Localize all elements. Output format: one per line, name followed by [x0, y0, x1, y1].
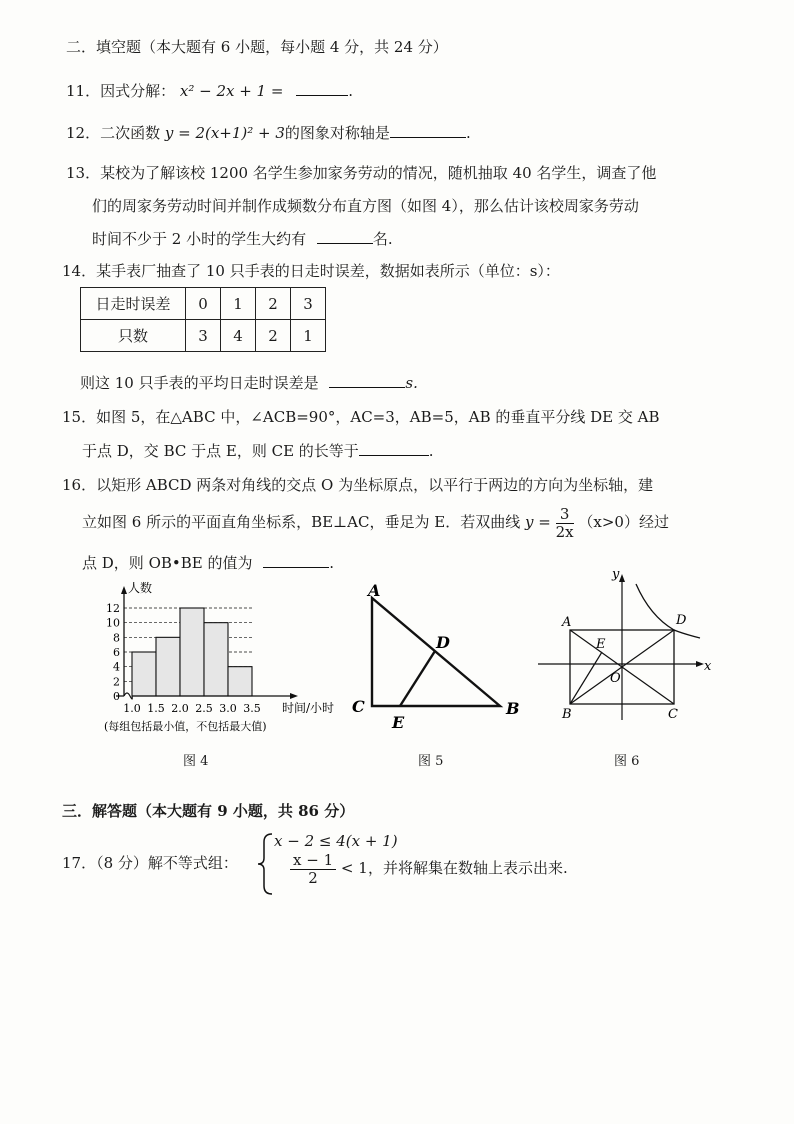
- segment-be: [570, 652, 602, 704]
- question-17-end: ，并将解集在数轴上表示出来.: [368, 859, 568, 877]
- svg-text:B: B: [562, 707, 572, 722]
- svg-text:E: E: [392, 713, 405, 732]
- figure-6-rectangle-axes: [532, 566, 722, 726]
- q11-expr: x² − 2x + 1 =: [179, 82, 284, 100]
- x-tick-label: 1.5: [147, 702, 165, 715]
- svg-text:C: C: [668, 707, 678, 722]
- section-title: 二．填空题（本大题有 6 小题，每小题 4 分，共 24 分）: [66, 38, 448, 56]
- q14-table: 日走时误差 0 1 2 3 只数 3 4 2 1: [80, 287, 326, 352]
- svg-text:B: B: [506, 699, 520, 718]
- q11-answer-blank[interactable]: [296, 81, 348, 96]
- question-14-line2: 则这 10 只手表的平均日走时误差是 s.: [80, 374, 418, 392]
- histogram-bar: [228, 667, 252, 696]
- q14-answer-blank[interactable]: [329, 373, 405, 388]
- svg-text:C: C: [352, 697, 365, 716]
- section-3-title: 三．解答题（本大题有 9 小题，共 86 分）: [62, 802, 355, 820]
- histogram-y-ticks: [106, 602, 120, 703]
- y-tick-label: 8: [113, 631, 120, 645]
- histogram-xlabel: 时间/小时: [282, 701, 335, 715]
- histogram-bar: [180, 608, 204, 696]
- svg-text:D: D: [436, 633, 450, 652]
- y-tick-label: 4: [113, 660, 120, 674]
- svg-text:O: O: [610, 671, 621, 686]
- question-13-line3: 时间不少于 2 小时的学生大约有 名.: [92, 230, 393, 248]
- svg-text:A: A: [562, 615, 572, 630]
- histogram-note: (每组包括最小值，不包括最大值): [104, 720, 267, 733]
- figure-5-caption: 图 5: [418, 754, 444, 769]
- q13-answer-blank[interactable]: [317, 229, 373, 244]
- triangle-abc: [372, 598, 500, 706]
- inequality-2: $\frac{x - 1}{2}$ < 1: [290, 852, 368, 886]
- y-tick-label: 10: [106, 616, 120, 630]
- x-tick-label: 2.0: [171, 702, 189, 715]
- system-brace: [256, 832, 276, 896]
- svg-text:A: A: [368, 581, 381, 600]
- figure-5-triangle: [344, 578, 534, 736]
- figure-6-caption: 图 6: [614, 754, 640, 769]
- x-tick-label: 3.0: [219, 702, 237, 715]
- y-tick-label: 12: [106, 602, 120, 615]
- y-tick-label: 2: [113, 675, 120, 689]
- figure-4-histogram: [96, 578, 346, 736]
- question-15-line2: 于点 D，交 BC 于点 E，则 CE 的长等于 .: [82, 442, 434, 460]
- q12-answer-blank[interactable]: [390, 123, 466, 138]
- svg-text:E: E: [596, 637, 606, 652]
- q15-answer-blank[interactable]: [359, 441, 429, 456]
- question-15-line1: 15．如图 5，在△ABC 中，∠ACB=90°，AC=3，AB=5，AB 的垂直平分线 DE 交 AB: [62, 408, 660, 426]
- question-16-line2: 立如图 6 所示的平面直角坐标系，BE⊥AC，垂足为 E．若双曲线 y = $\frac{3}{2x}$ （x>0）经过: [82, 505, 669, 541]
- question-14-line1: 14．某手表厂抽查了 10 只手表的日走时误差，数据如表所示（单位：s）：: [62, 262, 560, 280]
- question-12: 12．二次函数 y = 2(x+1)² + 3的图象对称轴是 .: [66, 124, 471, 142]
- inequality-1: x − 2 ≤ 4(x + 1): [274, 832, 398, 850]
- y-tick-label: 6: [113, 646, 120, 659]
- x-tick-label: 3.5: [243, 702, 261, 715]
- figure-4-caption: 图 4: [183, 754, 209, 769]
- svg-text:x: x: [704, 659, 712, 674]
- question-13-line2: 们的周家务劳动时间并制作成频数分布直方图（如图 4），那么估计该校周家务劳动: [92, 197, 639, 215]
- histogram-bar: [156, 637, 180, 696]
- histogram-x-ticks: [123, 702, 261, 715]
- q16-fraction: $\frac{3}{2x}$: [555, 505, 574, 541]
- histogram-bar: [204, 623, 228, 696]
- q16-answer-blank[interactable]: [263, 553, 329, 568]
- question-16-line1: 16．以矩形 ABCD 两条对角线的交点 O 为坐标原点，以平行于两边的方向为坐标轴，建: [62, 476, 654, 494]
- question-11: 11．因式分解： x² − 2x + 1 = .: [66, 82, 354, 100]
- q12-expr: y = 2(x+1)² + 3: [164, 124, 285, 142]
- y-tick-label: 0: [113, 690, 120, 703]
- question-13-line1: 13．某校为了解该校 1200 名学生参加家务劳动的情况，随机抽取 40 名学生，调查了他: [66, 164, 657, 182]
- x-tick-label: 1.0: [123, 702, 141, 715]
- svg-text:D: D: [676, 613, 687, 628]
- histogram-ylabel: 人数: [128, 581, 153, 595]
- segment-de: [400, 651, 435, 706]
- question-16-line3: 点 D，则 OB•BE 的值为 .: [82, 554, 335, 572]
- question-17-label: 17．（8 分）解不等式组：: [62, 854, 238, 872]
- q11-text: 11．因式分解：: [66, 82, 176, 100]
- x-tick-label: 2.5: [195, 702, 213, 715]
- svg-text:y: y: [612, 567, 620, 582]
- histogram-bar: [132, 652, 156, 696]
